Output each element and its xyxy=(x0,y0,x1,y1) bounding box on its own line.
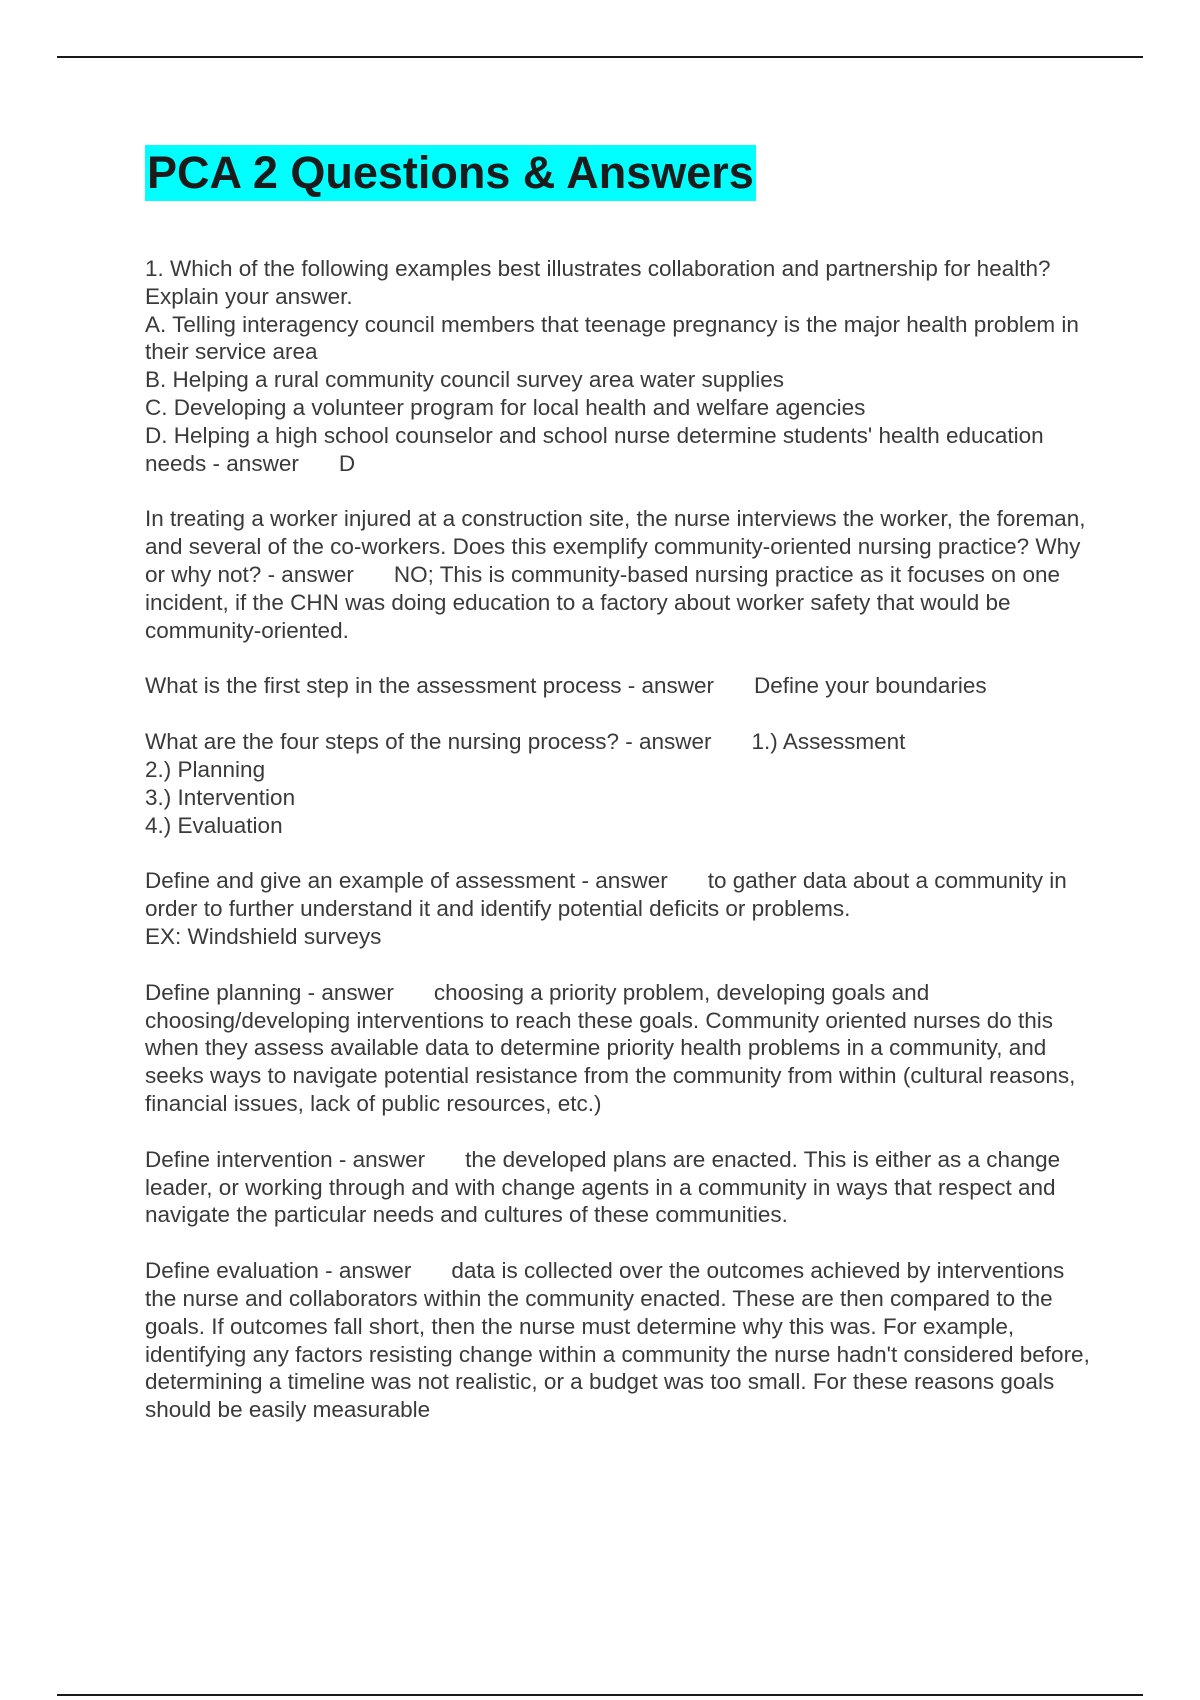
answer-text: 1.) Assessment 2.) Planning 3.) Intervention 4.) Evaluation xyxy=(145,729,906,838)
answer-text: the developed plans are enacted. This is either as a change leader, or working through and with change agents in a community in ways that respect and navigate the particular needs and cultures of these communities. xyxy=(145,1146,1061,1228)
bottom-rule xyxy=(57,1694,1143,1696)
answer-text: D xyxy=(338,450,356,476)
qa-item xyxy=(145,505,1095,644)
answer-text: Define your boundaries xyxy=(753,673,987,699)
document-body xyxy=(145,145,1095,1452)
answer-text: to gather data about a community in order to further understand it and identify potential deficits or problems. EX: Windshield surveys xyxy=(145,868,1067,949)
question-text: What is the first step in the assessment process - answer xyxy=(145,673,714,699)
qa-item xyxy=(145,867,1095,950)
qa-list xyxy=(145,255,1095,1424)
question-text: Define evaluation - answer xyxy=(145,1258,412,1284)
qa-item xyxy=(145,728,1095,839)
answer-text: data is collected over the outcomes achieved by interventions the nurse and collaborators within the community enacted. These are then compared to the goals. If outcomes fall short, then the nurse must determine why this was. For example, identifying any factors resisting change within a community the nurse hadn't considered before, determining a timeline was not realistic, or a budget was too small. For these reasons goals should be easily measurable xyxy=(145,1258,1090,1423)
question-text: In treating a worker injured at a construction site, the nurse interviews the worker, the foreman, and several of the co-workers. Does this exemplify community-oriented nursing practice? Why or why not? - answer xyxy=(145,506,1086,587)
question-text: 1. Which of the following examples best illustrates collaboration and partnership for health? Explain your answer. A. Telling interagency council members that teenage pregnancy is the major health problem in their service area B. Helping a rural community council survey area water supplies C. Developing a volunteer program for local health and welfare agencies D. Helping a high school counselor and school nurse determine students' health education needs - answer xyxy=(145,256,1079,476)
question-text: Define intervention - answer xyxy=(145,1146,426,1172)
question-text: What are the four steps of the nursing process? - answer xyxy=(145,729,712,755)
top-rule xyxy=(57,56,1143,58)
answer-text: NO; This is community-based nursing practice as it focuses on one incident, if the CHN was doing education to a factory about worker safety that would be community-oriented. xyxy=(145,561,1060,643)
question-text: Define planning - answer xyxy=(145,979,394,1005)
qa-item xyxy=(145,1257,1095,1424)
qa-item xyxy=(145,255,1095,477)
answer-text: choosing a priority problem, developing goals and choosing/developing interventions to reach these goals. Community oriented nurses do this when they assess available data to determine priority health problems in a community, and seeks ways to navigate potential resistance from the community from within (cultural reasons, financial issues, lack of public resources, etc.) xyxy=(145,979,1076,1116)
page-title: PCA 2 Questions & Answers xyxy=(145,145,756,201)
qa-item xyxy=(145,1146,1095,1229)
question-text: Define and give an example of assessment - answer xyxy=(145,868,668,894)
qa-item xyxy=(145,979,1095,1118)
qa-item xyxy=(145,672,1095,700)
